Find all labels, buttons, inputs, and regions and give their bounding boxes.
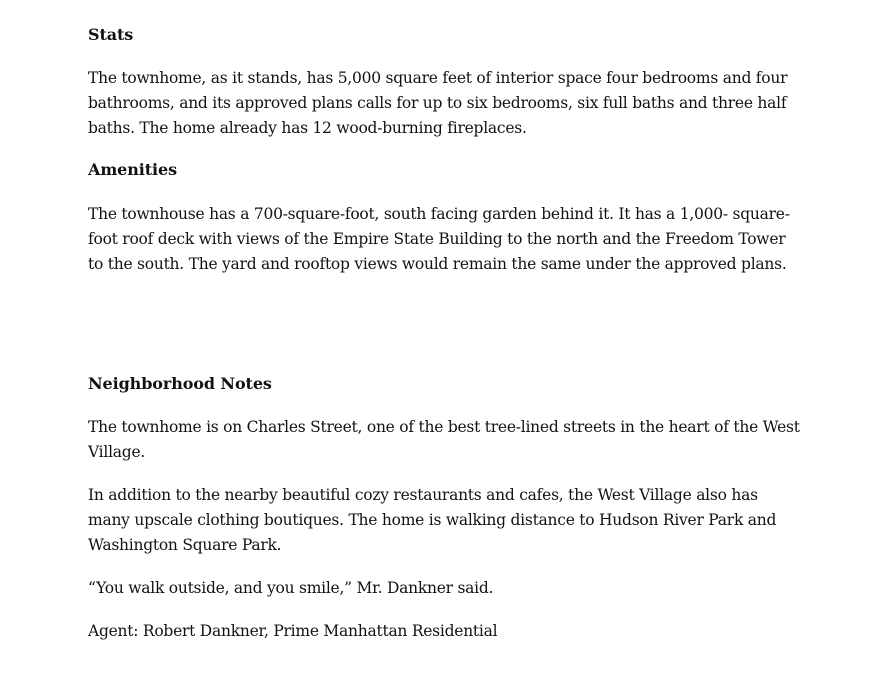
- neighborhood-notes-heading: Neighborhood Notes: [88, 374, 272, 393]
- quote-paragraph: “You walk outside, and you smile,” Mr. Dankner said.: [88, 579, 494, 597]
- agent-credit: Agent: Robert Dankner, Prime Manhattan Residential: [88, 622, 498, 640]
- amenities-heading: Amenities: [88, 160, 177, 179]
- neighborhood-paragraph: The townhome is on Charles Street, one of the best tree-lined streets in the heart of the West Village.: [88, 418, 800, 461]
- stats-heading: Stats: [88, 25, 134, 44]
- neighborhood-paragraph: In addition to the nearby beautiful cozy restaurants and cafes, the West Village also has many upscale clothing boutiques. The home is walking distance to Hudson River Park and Washington Square Park.: [88, 486, 777, 554]
- amenities-paragraph: The townhouse has a 700-square-foot, south facing garden behind it. It has a 1,000- square-foot roof deck with views of the Empire State Building to the north and the Freedom Tower to the south. The yard and rooftop views would remain the same under the approved plans.: [88, 205, 790, 273]
- stats-paragraph: The townhome, as it stands, has 5,000 square feet of interior space four bedrooms and four bathrooms, and its approved plans calls for up to six bedrooms, six full baths and three half baths. The home already has 12 wood-burning fireplaces.: [88, 69, 788, 137]
- article-body: [88, 24, 804, 644]
